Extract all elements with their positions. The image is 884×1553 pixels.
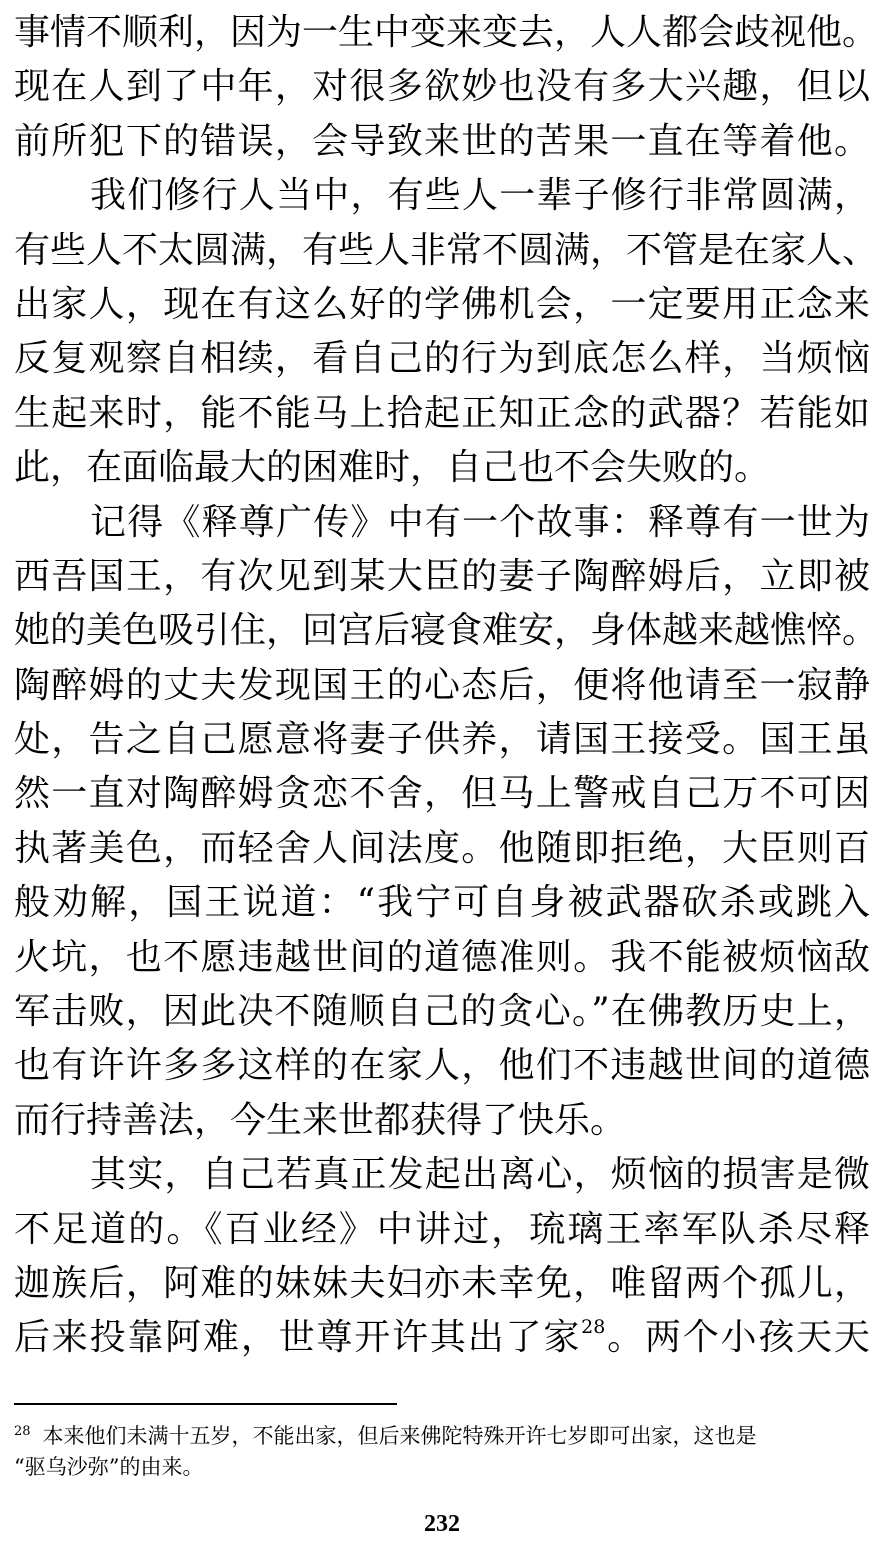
text-line: 西吾国王，有次见到某大臣的妻子陶醉姆后，立即被 <box>14 555 870 597</box>
text-line: 她的美色吸引住，回宫后寝食难安，身体越来越憔悴。 <box>14 610 879 652</box>
text-line: 然一直对陶醉姆贪恋不舍，但马上警戒自己万不可因 <box>14 773 870 815</box>
paragraph-end-line: 此，在面临最大的困难时，自己也不会失败的。 <box>14 447 771 489</box>
footnote-number: 28 <box>14 1424 31 1439</box>
body-text <box>14 6 879 1366</box>
text-line: 有些人不太圆满，有些人非常不圆满，不管是在家人、 <box>14 229 879 271</box>
text-line: 事情不顺利，因为一生中变来变去，人人都会歧视他。 <box>14 12 879 53</box>
text-line: 现在人到了中年，对很多欲妙也没有多大兴趣，但以 <box>14 66 870 108</box>
text-line: 反复观察自相续，看自己的行为到底怎么样，当烦恼 <box>14 338 870 380</box>
text-segment: 后来投靠阿难，世尊开许其出了家 <box>14 1317 582 1359</box>
footnote-text: 本来他们未满十五岁，不能出家，但后来佛陀特殊开许七岁即可出家，这也是 <box>42 1424 757 1448</box>
paragraph-start-line: 我们修行人当中，有些人一辈子修行非常圆满， <box>90 175 870 217</box>
text-line: 军击败，因此决不随顺自己的贪心。”在佛教历史上， <box>14 991 870 1033</box>
footnote-divider <box>14 1403 397 1405</box>
text-line: 也有许许多多这样的在家人，他们不违越世间的道德 <box>14 1045 870 1087</box>
text-line-with-footnote <box>14 1311 870 1365</box>
paragraph-start-line: 其实，自己若真正发起出离心，烦恼的损害是微 <box>90 1154 870 1196</box>
footnote <box>14 1421 870 1483</box>
paragraph-end-line: 而行持善法，今生来世都获得了快乐。 <box>14 1099 627 1141</box>
text-line: 处，告之自己愿意将妻子供养，请国王接受。国王虽 <box>14 719 870 761</box>
text-line: 火坑，也不愿违越世间的道德准则。我不能被烦恼敌 <box>14 936 870 978</box>
footnote-line <box>14 1421 870 1452</box>
text-line: 前所犯下的错误，会导致来世的苦果一直在等着他。 <box>14 120 870 162</box>
footnote-line-2: “驱乌沙弥”的由来。 <box>14 1455 204 1479</box>
text-line: 陶醉姆的丈夫发现国王的心态后，便将他请至一寂静 <box>14 664 870 706</box>
text-line: 不足道的。《百业经》中讲过，琉璃王率军队杀尽释 <box>14 1208 870 1250</box>
text-line: 生起来时，能不能马上拾起正知正念的武器？若能如 <box>14 392 870 434</box>
text-segment: 。两个小孩天天 <box>605 1317 870 1359</box>
book-page <box>14 0 879 1553</box>
page-number: 232 <box>424 1511 460 1537</box>
text-line: 执著美色，而轻舍人间法度。他随即拒绝，大臣则百 <box>14 827 870 869</box>
text-line: 般劝解，国王说道：“我宁可自身被武器砍杀或跳入 <box>14 882 870 924</box>
text-line: 迦族后，阿难的妹妹夫妇亦未幸免，唯留两个孤儿， <box>14 1262 870 1304</box>
paragraph-start-line: 记得《释尊广传》中有一个故事：释尊有一世为 <box>90 501 870 543</box>
footnote-reference: 28 <box>581 1316 606 1339</box>
text-line: 出家人，现在有这么好的学佛机会，一定要用正念来 <box>14 283 870 325</box>
